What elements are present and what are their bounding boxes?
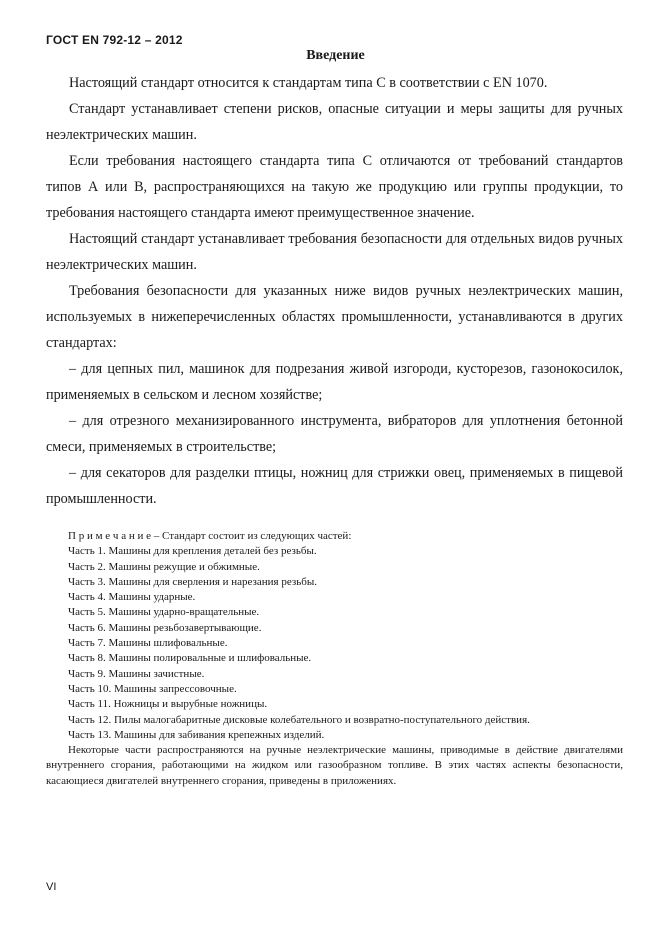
part-item: Часть 7. Машины шлифовальные. — [68, 637, 228, 650]
note-block — [46, 529, 623, 789]
list-item: – для отрезного механизированного инструмента, вибраторов для уплотнения бетонной смеси, применяемых в строительстве; — [46, 413, 623, 455]
note-intro: – Стандарт состоит из следующих частей: — [151, 530, 352, 542]
part-item: Часть 12. Пилы малогабаритные дисковые колебательного и возвратно-поступательного действия. — [68, 713, 530, 726]
note-heading — [46, 529, 623, 544]
part-item: Часть 6. Машины резьбозавертывающие. — [68, 621, 262, 634]
list-item: – для цепных пил, машинок для подрезания живой изгороди, кусторезов, газонокосилок, применяемых в сельском и лесном хозяйстве; — [46, 361, 623, 403]
part-item: Часть 9. Машины зачистные. — [68, 667, 205, 680]
part-item: Часть 1. Машины для крепления деталей без резьбы. — [68, 545, 317, 558]
introduction-body — [46, 70, 623, 512]
section-title: Введение — [306, 48, 365, 63]
part-item: Часть 5. Машины ударно-вращательные. — [68, 606, 260, 619]
part-item: Часть 8. Машины полировальные и шлифовальные. — [68, 652, 312, 665]
part-item: Часть 10. Машины запрессовочные. — [68, 682, 237, 695]
closing-note: Некоторые части распространяются на ручные неэлектрические машины, приводимые в действие двигателями внутреннего сгорания, работающими на жидком или газообразном топливе. В этих частях аспекты безопасности, касающиеся двигателей внутреннего сгорания, приведены в приложениях. — [46, 744, 623, 787]
note-label: П р и м е ч а н и е — [68, 530, 151, 542]
part-item: Часть 11. Ножницы и вырубные ножницы. — [68, 698, 268, 711]
paragraph: Требования безопасности для указанных ниже видов ручных неэлектрических машин, используемых в нижеперечисленных областях промышленности, устанавливаются в других стандартах: — [46, 283, 623, 351]
document-header: ГОСТ EN 792-12 – 2012 — [46, 33, 183, 47]
paragraph: Если требования настоящего стандарта типа С отличаются от требований стандартов типов А или В, распространяющихся на такую же продукцию или группы продукции, то требования настоящего стандарта имеют преимущественное значение. — [46, 153, 623, 221]
part-item: Часть 3. Машины для сверления и нарезания резьбы. — [68, 575, 317, 588]
page-number: VI — [46, 881, 57, 893]
part-item: Часть 13. Машины для забивания крепежных изделий. — [68, 728, 325, 741]
paragraph: Настоящий стандарт относится к стандартам типа С в соответствии с EN 1070. — [69, 75, 548, 91]
paragraph: Настоящий стандарт устанавливает требования безопасности для отдельных видов ручных неэлектрических машин. — [46, 231, 623, 273]
list-item: – для секаторов для разделки птицы, ножниц для стрижки овец, применяемых в пищевой промышленности. — [46, 465, 623, 507]
paragraph: Стандарт устанавливает степени рисков, опасные ситуации и меры защиты для ручных неэлектрических машин. — [46, 101, 623, 143]
part-item: Часть 2. Машины режущие и обжимные. — [68, 560, 260, 573]
part-item: Часть 4. Машины ударные. — [68, 591, 196, 604]
